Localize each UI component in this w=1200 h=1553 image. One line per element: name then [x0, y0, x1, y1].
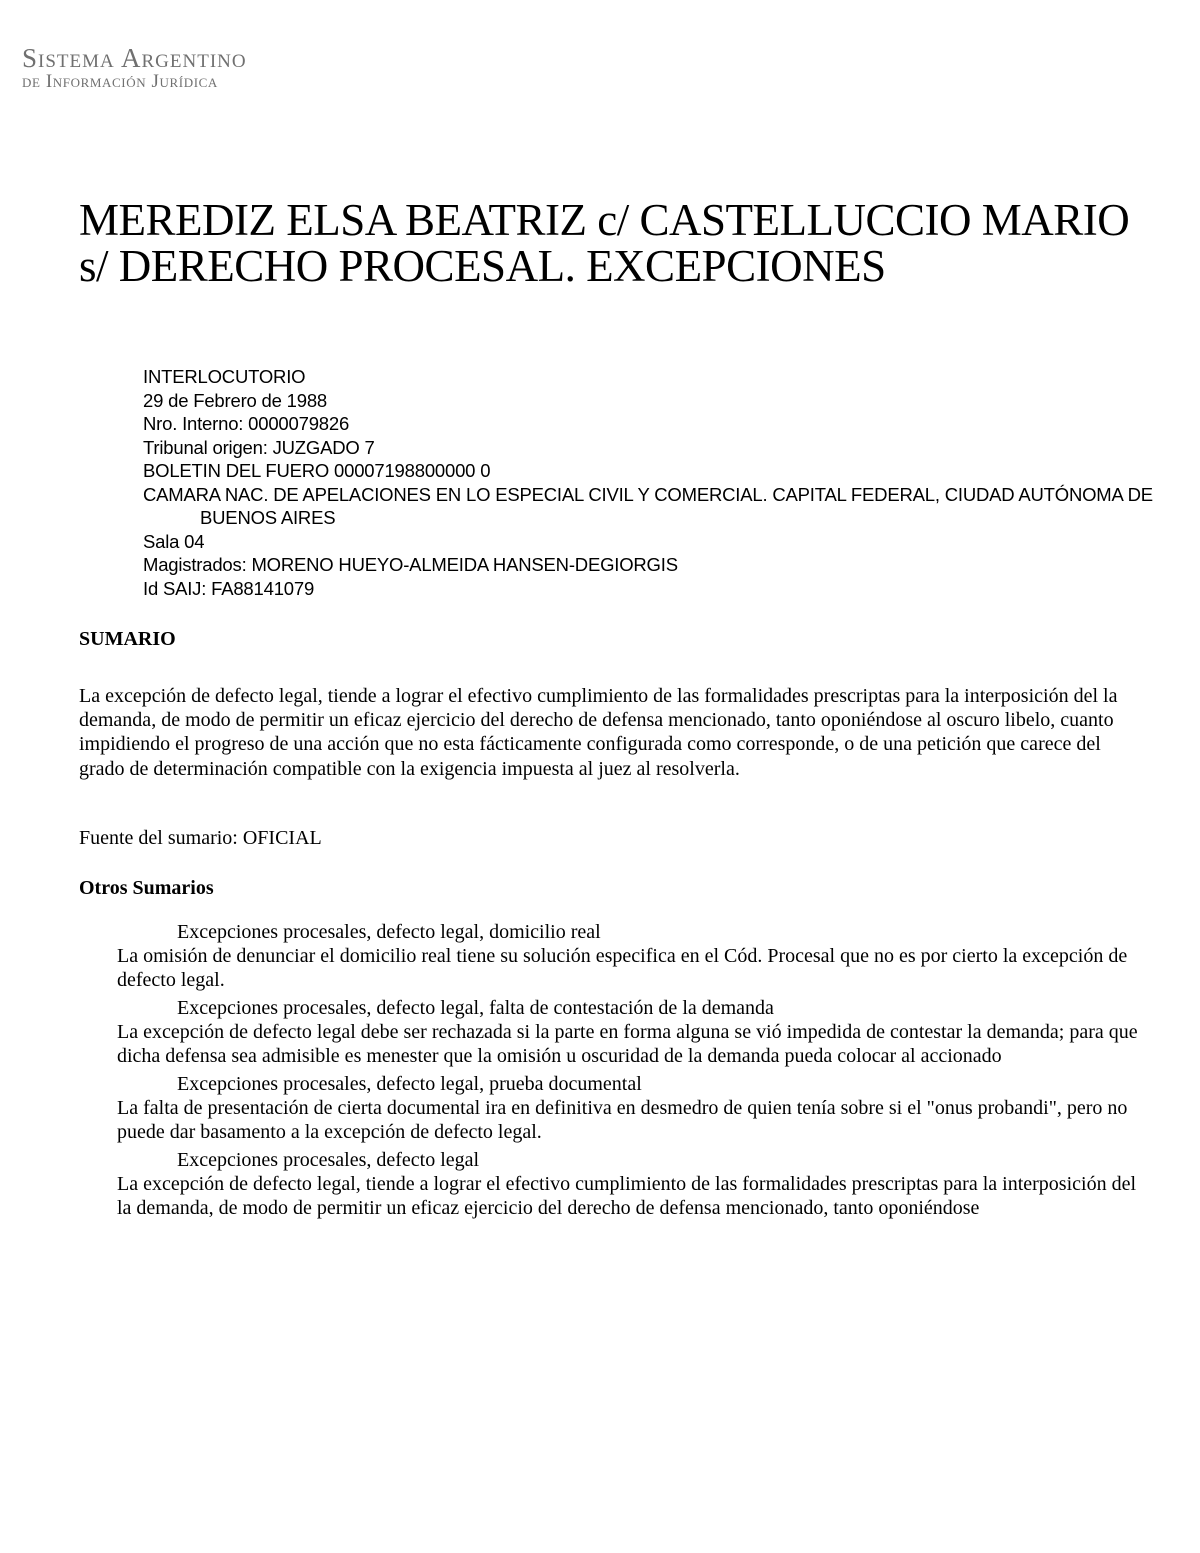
- otros-sumarios-heading: Otros Sumarios: [79, 877, 214, 899]
- otro-sumario-text: La excepción de defecto legal debe ser rechazada si la parte en forma alguna se vió impedida de contestar la demanda; para que dicha defensa sea admisible es menester que la omisión u oscuridad de la demanda pueda colocar al accionado: [117, 1021, 1138, 1067]
- saij-logo: [22, 44, 247, 92]
- otro-sumario-keywords: Excepciones procesales, defecto legal, prueba documental: [177, 1073, 642, 1095]
- otro-sumario-keywords: Excepciones procesales, defecto legal, falta de contestación de la demanda: [177, 997, 774, 1019]
- meta-magistrados: Magistrados: MORENO HUEYO-ALMEIDA HANSEN-DEGIORGIS: [143, 554, 678, 575]
- otro-sumario-text: La omisión de denunciar el domicilio real tiene su solución especifica en el Cód. Procesal que no es por cierto la excepción de defecto legal.: [117, 945, 1128, 991]
- logo-line-2: de Información Jurídica: [22, 71, 218, 93]
- meta-sala: Sala 04: [143, 530, 205, 552]
- sumario-fuente: Fuente del sumario: OFICIAL: [79, 827, 322, 849]
- sumario-heading: SUMARIO: [79, 628, 176, 650]
- meta-tipo: INTERLOCUTORIO: [143, 366, 306, 387]
- otro-sumario: [117, 1148, 1152, 1220]
- meta-nro-interno: Nro. Interno: 0000079826: [143, 413, 350, 434]
- otro-sumario: [117, 1072, 1152, 1144]
- meta-boletin: BOLETIN DEL FUERO 00007198800000 0: [143, 460, 491, 481]
- otro-sumario: [117, 920, 1152, 992]
- meta-camara: CAMARA NAC. DE APELACIONES EN LO ESPECIAL CIVIL Y COMERCIAL. CAPITAL FEDERAL, CIUDAD AUTÓNOMA DE BUENOS AIRES: [143, 483, 1153, 528]
- meta-tribunal-origen: Tribunal origen: JUZGADO 7: [143, 436, 375, 458]
- otro-sumario-text: La excepción de defecto legal, tiende a lograr el efectivo cumplimiento de las formalidades prescriptas para la interposición del la demanda, de modo de permitir un eficaz ejercicio del derecho de defensa mencionado, tanto oponiéndose: [117, 1173, 1137, 1219]
- document-metadata: [143, 365, 1153, 600]
- document-title: MEREDIZ ELSA BEATRIZ c/ CASTELLUCCIO MARIO s/ DERECHO PROCESAL. EXCEPCIONES: [79, 195, 1130, 291]
- otro-sumario: [117, 996, 1152, 1068]
- otro-sumario-text: La falta de presentación de cierta documental ira en definitiva en desmedro de quien tenía sobre si el "onus probandi", pero no puede dar basamento a la excepción de defecto legal.: [117, 1097, 1128, 1143]
- logo-line-1: Sistema Argentino: [22, 43, 247, 73]
- meta-id-saij: Id SAIJ: FA88141079: [143, 577, 315, 599]
- otro-sumario-keywords: Excepciones procesales, defecto legal: [177, 1149, 480, 1171]
- otros-sumarios-list: [117, 920, 1152, 1224]
- otro-sumario-keywords: Excepciones procesales, defecto legal, domicilio real: [177, 921, 601, 943]
- sumario-text: La excepción de defecto legal, tiende a lograr el efectivo cumplimiento de las formalidades prescriptas para la interposición del la demanda, de modo de permitir un eficaz ejercicio del derecho de defensa mencionado, tanto oponiéndose al oscuro libelo, cuanto impidiendo el progreso de una acción que no esta fácticamente configurada como corresponde, o de una petición que carece del grado de determinación compatible con la exigencia impuesta al juez al resolverla.: [79, 685, 1118, 780]
- meta-fecha: 29 de Febrero de 1988: [143, 389, 328, 411]
